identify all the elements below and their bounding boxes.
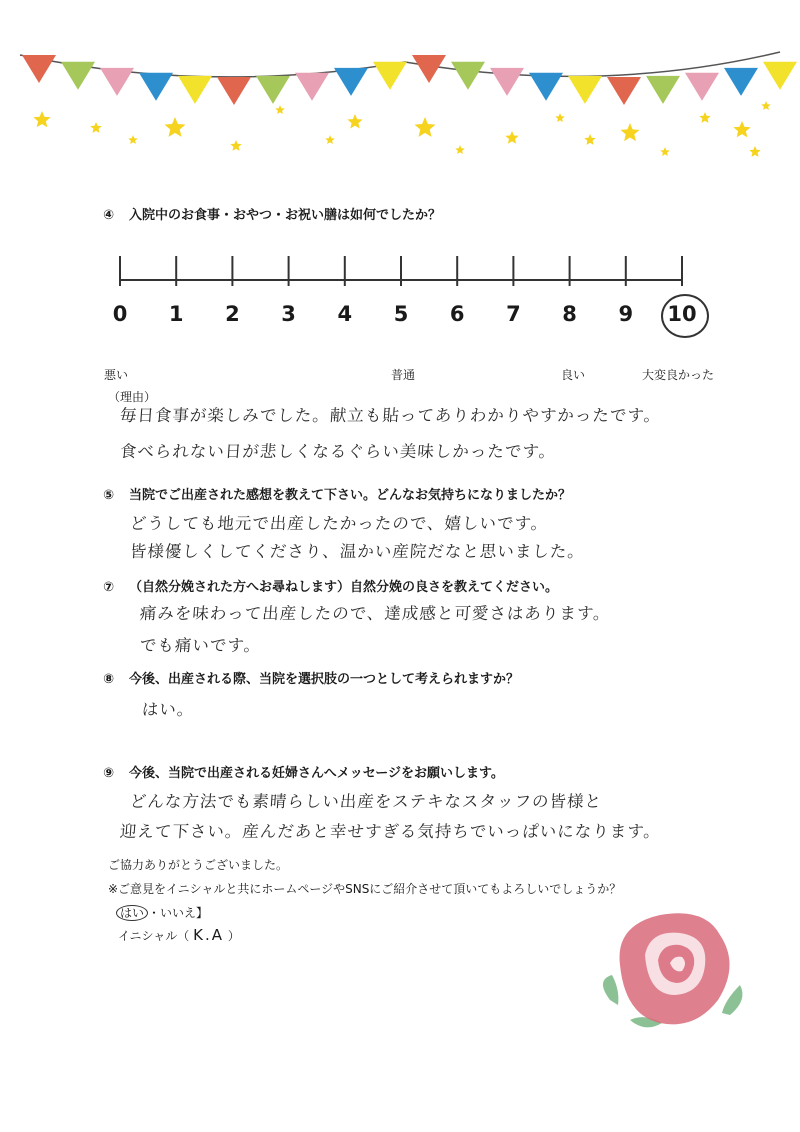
scale-label-bad: 悪い — [104, 368, 129, 382]
question-text: 入院中のお食事・おやつ・お祝い膳は如何でしたか？ — [129, 208, 442, 223]
star-icon — [505, 131, 518, 144]
thanks-text: ご協力ありがとうございました。 — [108, 858, 289, 872]
bunting-flag — [646, 76, 680, 104]
question-text: 今後、当院で出産される妊婦さんへメッセージをお願いします。 — [129, 766, 504, 781]
question-5 — [103, 484, 571, 503]
q9-answer-line-2: 迎えて下さい。産んだあと幸せすぎる気持ちでいっぱいになります。 — [119, 822, 662, 841]
scale-number-2[interactable]: 2 — [225, 302, 240, 326]
bunting-flag — [22, 55, 56, 83]
scale-number-3[interactable]: 3 — [281, 302, 296, 326]
scale-label-very-good: 大変良かった — [642, 368, 715, 382]
question-8 — [103, 668, 519, 687]
star-icon — [555, 113, 565, 122]
bunting-flag — [373, 62, 407, 90]
star-icon — [733, 121, 750, 137]
question-9 — [103, 762, 504, 781]
q5-answer-line-1: どうしても地元で出産したかったので、嬉しいです。 — [129, 514, 549, 533]
bunting-flag — [139, 73, 173, 101]
star-icon — [621, 123, 640, 141]
q8-answer-line-1: はい。 — [141, 700, 196, 719]
q4-answer-line-2: 食べられない日が悲しくなるぐらい美味しかったです。 — [119, 442, 557, 461]
scale-number-7[interactable]: 7 — [506, 302, 521, 326]
star-icon — [749, 146, 760, 157]
rose-illustration — [590, 905, 750, 1040]
initial-label: イニシャル（ — [118, 929, 190, 943]
star-icon — [90, 122, 101, 133]
question-number: ⑨ — [103, 766, 115, 781]
question-7 — [103, 576, 558, 595]
bunting-flag — [217, 77, 251, 105]
consent-choices: はい ・いいえ】 — [116, 904, 208, 921]
bunting-flag — [412, 55, 446, 83]
star-icon — [415, 117, 436, 137]
star-icon — [165, 117, 186, 137]
scale-number-4[interactable]: 4 — [337, 302, 353, 326]
consent-question: ※ご意見をイニシャルと共にホームページやSNSにご紹介させて頂いてもよろしいでしょうか？ — [108, 882, 622, 896]
bunting-flag — [763, 62, 797, 90]
star-icon — [455, 145, 465, 154]
scale-number-0[interactable]: 0 — [112, 302, 128, 326]
star-icon — [128, 135, 138, 144]
star-icon — [699, 112, 710, 123]
bunting-flag — [607, 77, 641, 105]
bunting-flag — [685, 73, 719, 101]
question-text: 今後、出産される際、当院を選択肢の一つとして考えられますか？ — [129, 672, 520, 687]
q9-answer-line-1: どんな方法でも素晴らしい出産をステキなスタッフの皆様と — [129, 792, 603, 811]
star-icon — [33, 111, 50, 127]
question-number: ④ — [103, 208, 115, 223]
rating-scale-line — [110, 252, 700, 292]
bunting-flag — [100, 68, 134, 96]
q7-answer-line-1: 痛みを味わって出産したので、達成感と可愛さはあります。 — [139, 604, 612, 623]
bunting-flag — [178, 76, 212, 104]
question-number: ⑧ — [103, 672, 115, 687]
star-icon — [230, 140, 241, 151]
q4-answer-line-1: 毎日食事が楽しみでした。献立も貼ってありわかりやすかったです。 — [119, 406, 662, 425]
q7-answer-line-2: でも痛いです。 — [139, 636, 262, 655]
star-icon — [347, 114, 362, 129]
consent-no-option[interactable]: いいえ — [160, 906, 197, 920]
bunting-flag — [568, 76, 602, 104]
question-number: ⑤ — [103, 488, 115, 503]
consent-yes-option[interactable]: はい — [116, 905, 148, 921]
scale-number-6[interactable]: 6 — [449, 302, 465, 326]
star-icon — [275, 105, 285, 114]
scale-number-9[interactable]: 9 — [618, 302, 634, 326]
scale-number-10[interactable]: 10 — [667, 302, 697, 326]
initial-row — [118, 926, 240, 944]
choice-separator: ・ — [148, 906, 161, 920]
bunting-flag — [256, 76, 290, 104]
initial-value: K.A — [193, 926, 224, 944]
bunting-flag — [295, 73, 329, 101]
bunting-flag — [529, 73, 563, 101]
question-text: 当院でご出産された感想を教えて下さい。どんなお気持ちになりましたか？ — [129, 488, 572, 503]
star-icon — [660, 147, 670, 156]
question-number: ⑦ — [103, 580, 115, 595]
scale-number-1[interactable]: 1 — [168, 302, 184, 326]
star-icon — [584, 134, 595, 145]
bunting-flag — [724, 68, 758, 96]
question-text: （自然分娩された方へお尋ねします）自然分娩の良さを教えてください。 — [129, 580, 559, 595]
selected-rating-circle — [661, 294, 709, 338]
scale-label-normal: 普通 — [391, 368, 416, 382]
scale-number-8[interactable]: 8 — [562, 302, 577, 326]
scale-label-good: 良い — [561, 368, 586, 382]
bunting-flag — [334, 68, 368, 96]
star-icon — [761, 101, 771, 110]
bunting-flag — [490, 68, 524, 96]
question-4 — [103, 204, 441, 223]
q5-answer-line-2: 皆様優しくしてくださり、温かい産院だなと思いました。 — [129, 542, 586, 561]
bunting-flag — [61, 62, 95, 90]
initial-close: ） — [227, 929, 240, 943]
reason-label: （理由） — [108, 390, 157, 404]
star-icon — [325, 135, 335, 144]
bunting-flag — [451, 62, 485, 90]
bunting-decoration — [0, 0, 800, 170]
scale-number-5[interactable]: 5 — [393, 302, 409, 326]
